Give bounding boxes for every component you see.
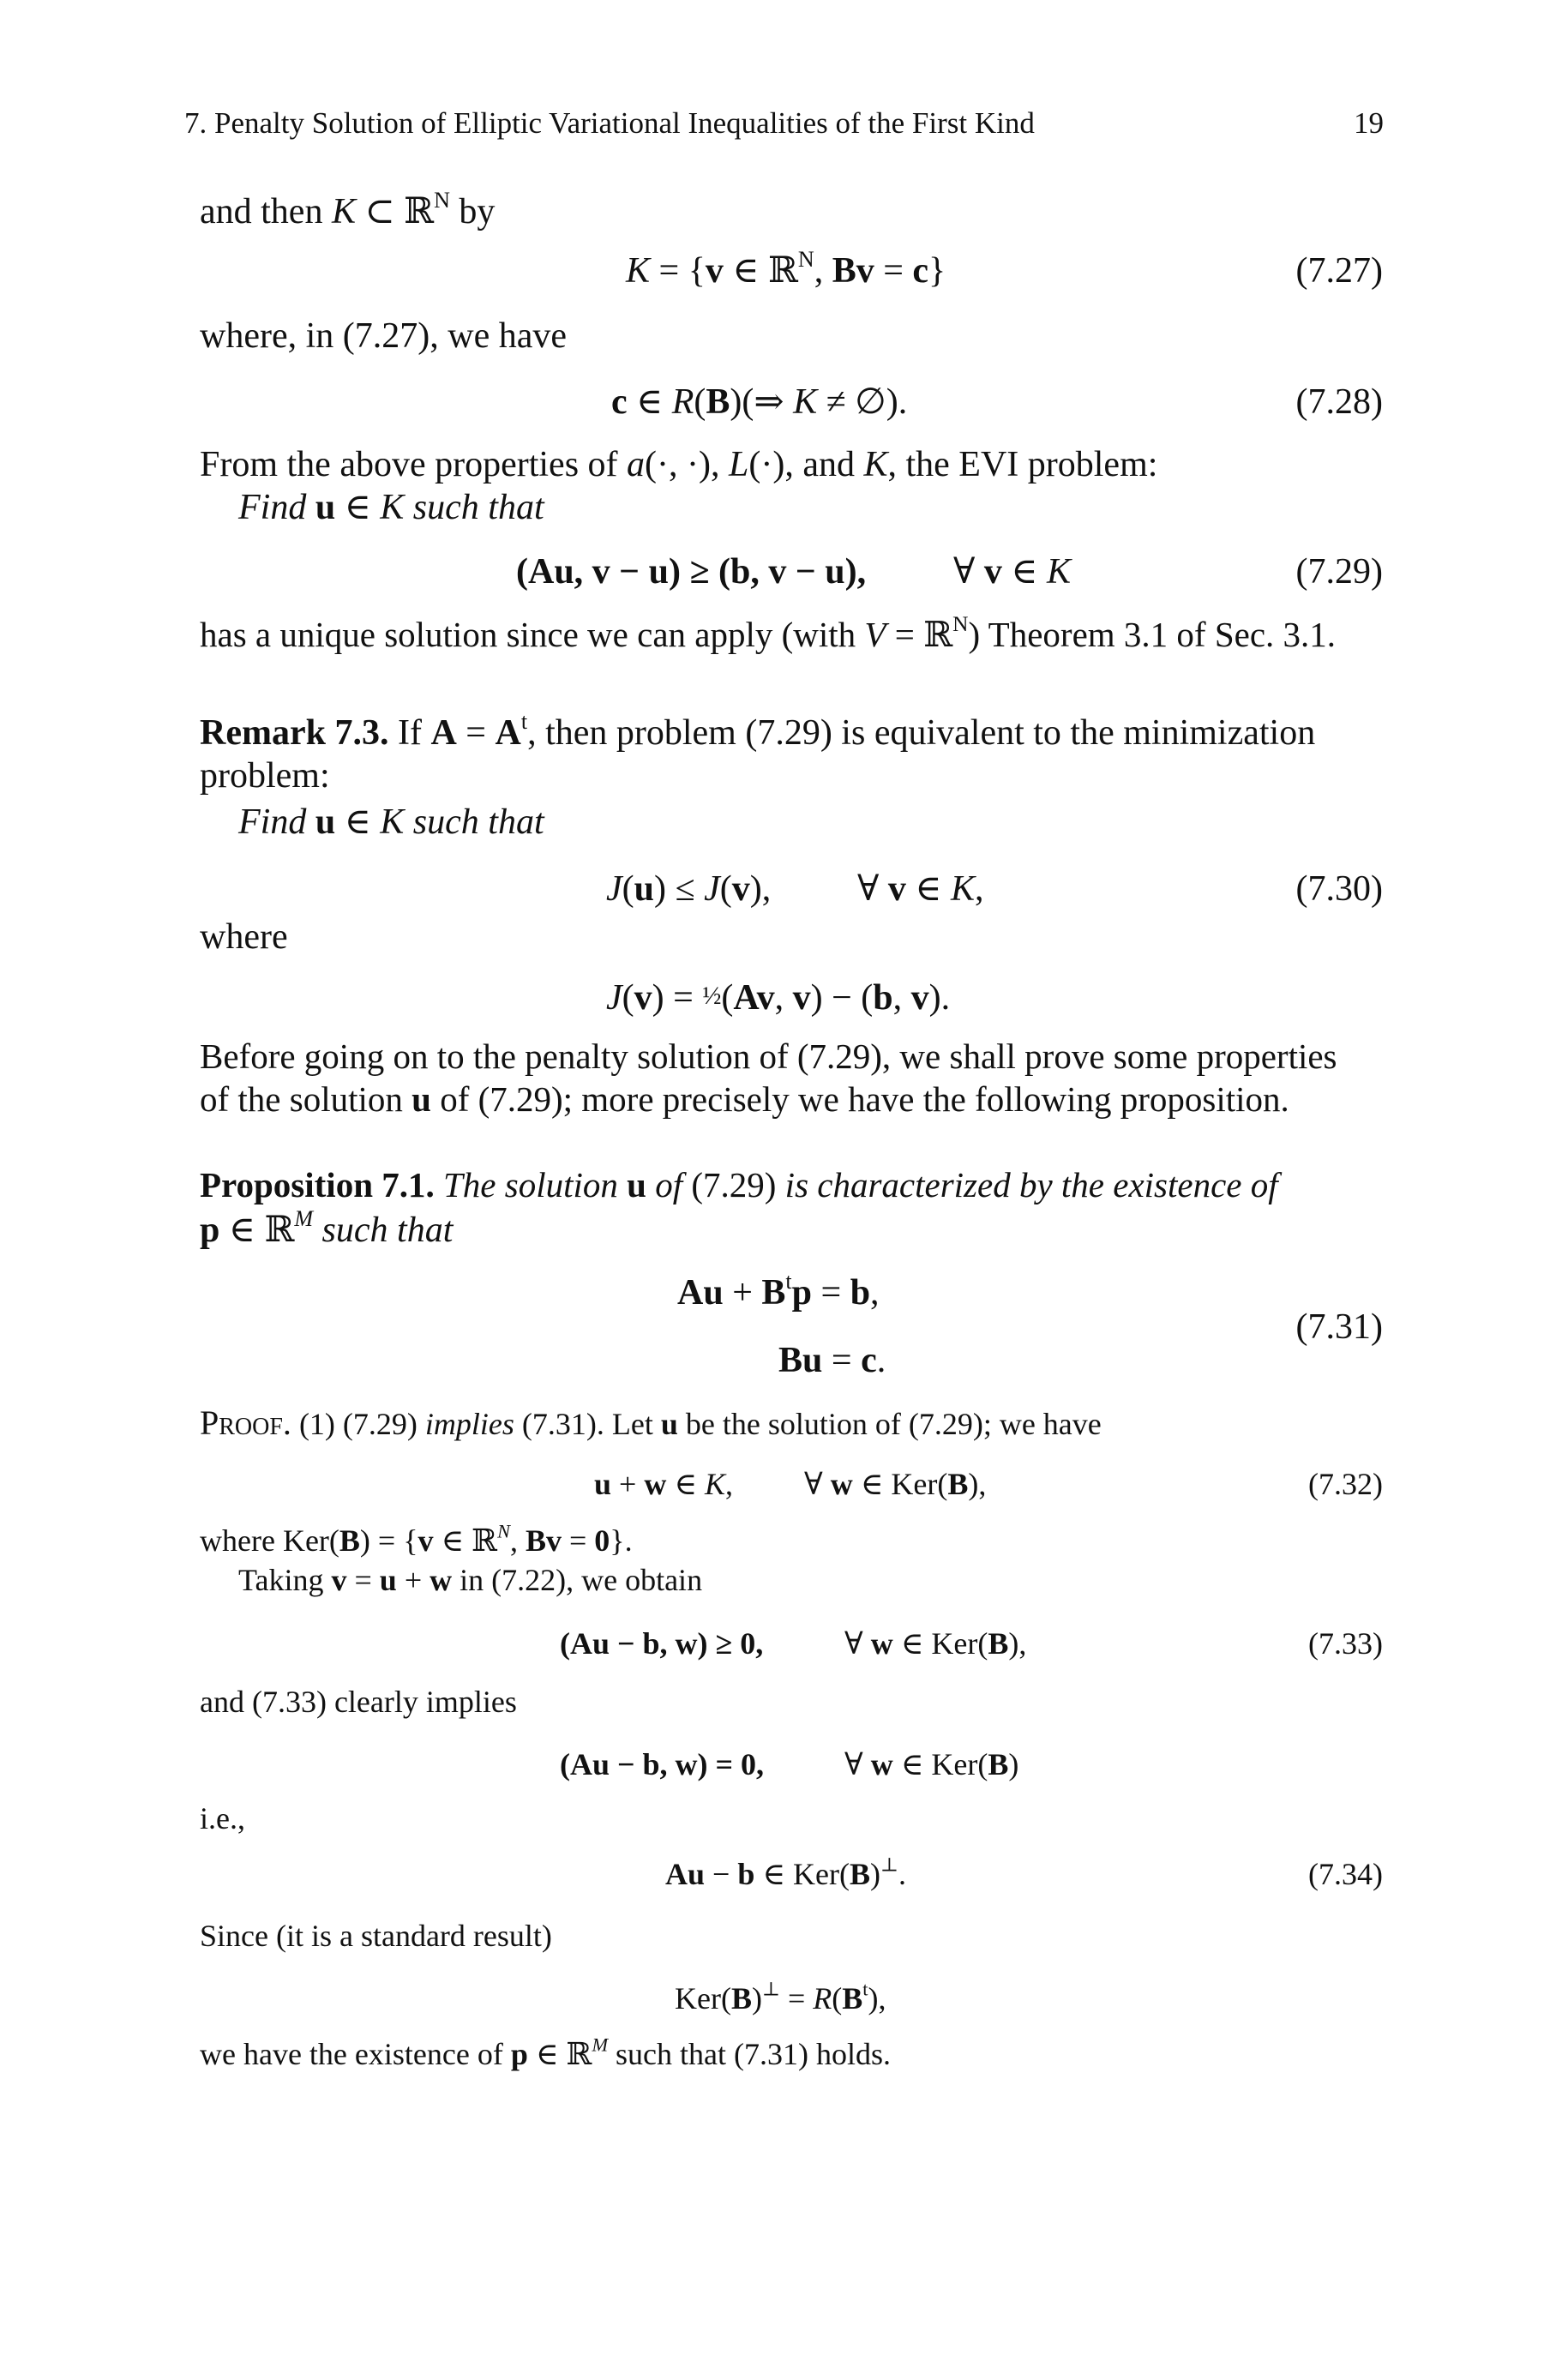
proof-line: Proof. (1) (7.29) implies (7.31). Let u be the solution of (7.29); we have	[200, 1403, 1102, 1442]
paragraph-line: Before going on to the penalty solution of (7.29), we shall prove some properties	[200, 1036, 1337, 1076]
paragraph-line: has a unique solution since we can apply (with V = ℝ$^N$) Theorem 3.1 of Sec. 3.1.	[200, 612, 1337, 654]
paragraph-line: where, in (7.27), we have	[200, 316, 567, 356]
equation-orthogonality: (Au − b, w) = 0,	[560, 1747, 765, 1781]
paragraph-line: and then K ⊂ ℝ$^N$ by	[200, 187, 496, 231]
equation-7-33: (Au − b, w) ≥ 0,	[560, 1626, 764, 1661]
paragraph-line: Find u ∈ K such that	[238, 802, 544, 842]
equation-7-27: K = {v ∈ ℝ$^N$, Bv = c}	[626, 246, 946, 291]
equation-7-30: J(u) ≤ J(v),	[606, 869, 772, 909]
proposition-7-1: Proposition 7.1. The solution u of (7.29) is characterized by the existence of	[200, 1165, 1278, 1205]
equation-number: (7.28)	[1295, 382, 1383, 422]
paragraph-line: where	[200, 917, 288, 957]
equation-7-33-quantifier: ∀ w ∈ Ker(B),	[844, 1626, 1027, 1661]
proof-line: where Ker(B) = {v ∈ ℝ$^N$, Bv = 0}.	[200, 1520, 633, 1558]
paragraph-line: Find u ∈ K such that	[238, 488, 544, 527]
equation-7-29-quantifier: ∀ v ∈ K	[953, 552, 1071, 592]
proof-line: Since (it is a standard result)	[200, 1919, 552, 1953]
page-number: 19	[1354, 106, 1384, 140]
equation-j-definition: J(v) = ½(Av, v) − (b, v).	[606, 978, 951, 1018]
equation-kernel-range: $Ker(B)^\perp = R(B^t)$,	[675, 1978, 886, 2016]
remark-7-3: Remark 7.3. If $A = A^t$, then problem (7.29) is equivalent to the minimization	[200, 708, 1316, 753]
equation-7-31-line2: Bu = c.	[778, 1341, 886, 1380]
paragraph-line: p ∈ ℝ$^M$ such that	[200, 1205, 454, 1250]
equation-number: (7.27)	[1295, 251, 1383, 291]
equation-number: (7.30)	[1295, 869, 1383, 909]
equation-number: (7.29)	[1295, 552, 1383, 592]
equation-7-29: (Au, v − u) ≥ (b, v − u),	[516, 552, 867, 592]
equation-7-30-quantifier: ∀ v ∈ K,	[857, 869, 984, 909]
paragraph-line: problem:	[200, 756, 330, 796]
equation-7-31-line1: $Au + B^tp = b$,	[677, 1268, 880, 1313]
equation-7-34: Au − b ∈ Ker(B)⊥.	[665, 1853, 906, 1891]
equation-number: (7.31)	[1295, 1307, 1383, 1347]
equation-number: (7.34)	[1308, 1857, 1383, 1891]
equation-7-32-quantifier: ∀ w ∈ Ker(B),	[804, 1467, 987, 1501]
equation-number: (7.32)	[1308, 1467, 1383, 1501]
equation-7-32: u + w ∈ K,	[594, 1467, 734, 1501]
proof-line: and (7.33) clearly implies	[200, 1685, 517, 1719]
proof-line: we have the existence of p ∈ ℝ$^M$ such that (7.31) holds.	[200, 2034, 892, 2071]
proof-line: i.e.,	[200, 1801, 245, 1835]
paragraph-line: of the solution u of (7.29); more precisely we have the following proposition.	[200, 1079, 1289, 1119]
equation-7-28: c ∈ R(B)(⇒ K ≠ ∅).	[611, 382, 908, 422]
running-header-title: 7. Penalty Solution of Elliptic Variational Inequalities of the First Kind	[184, 106, 1035, 140]
paragraph-line: From the above properties of a(·, ·), L(·), and K, the EVI problem:	[200, 445, 1158, 484]
equation-number: (7.33)	[1308, 1626, 1383, 1661]
proof-line: Taking v = u + w in (7.22), we obtain	[238, 1563, 703, 1597]
equation-orthogonality-quantifier: ∀ w ∈ Ker(B)	[844, 1747, 1019, 1781]
